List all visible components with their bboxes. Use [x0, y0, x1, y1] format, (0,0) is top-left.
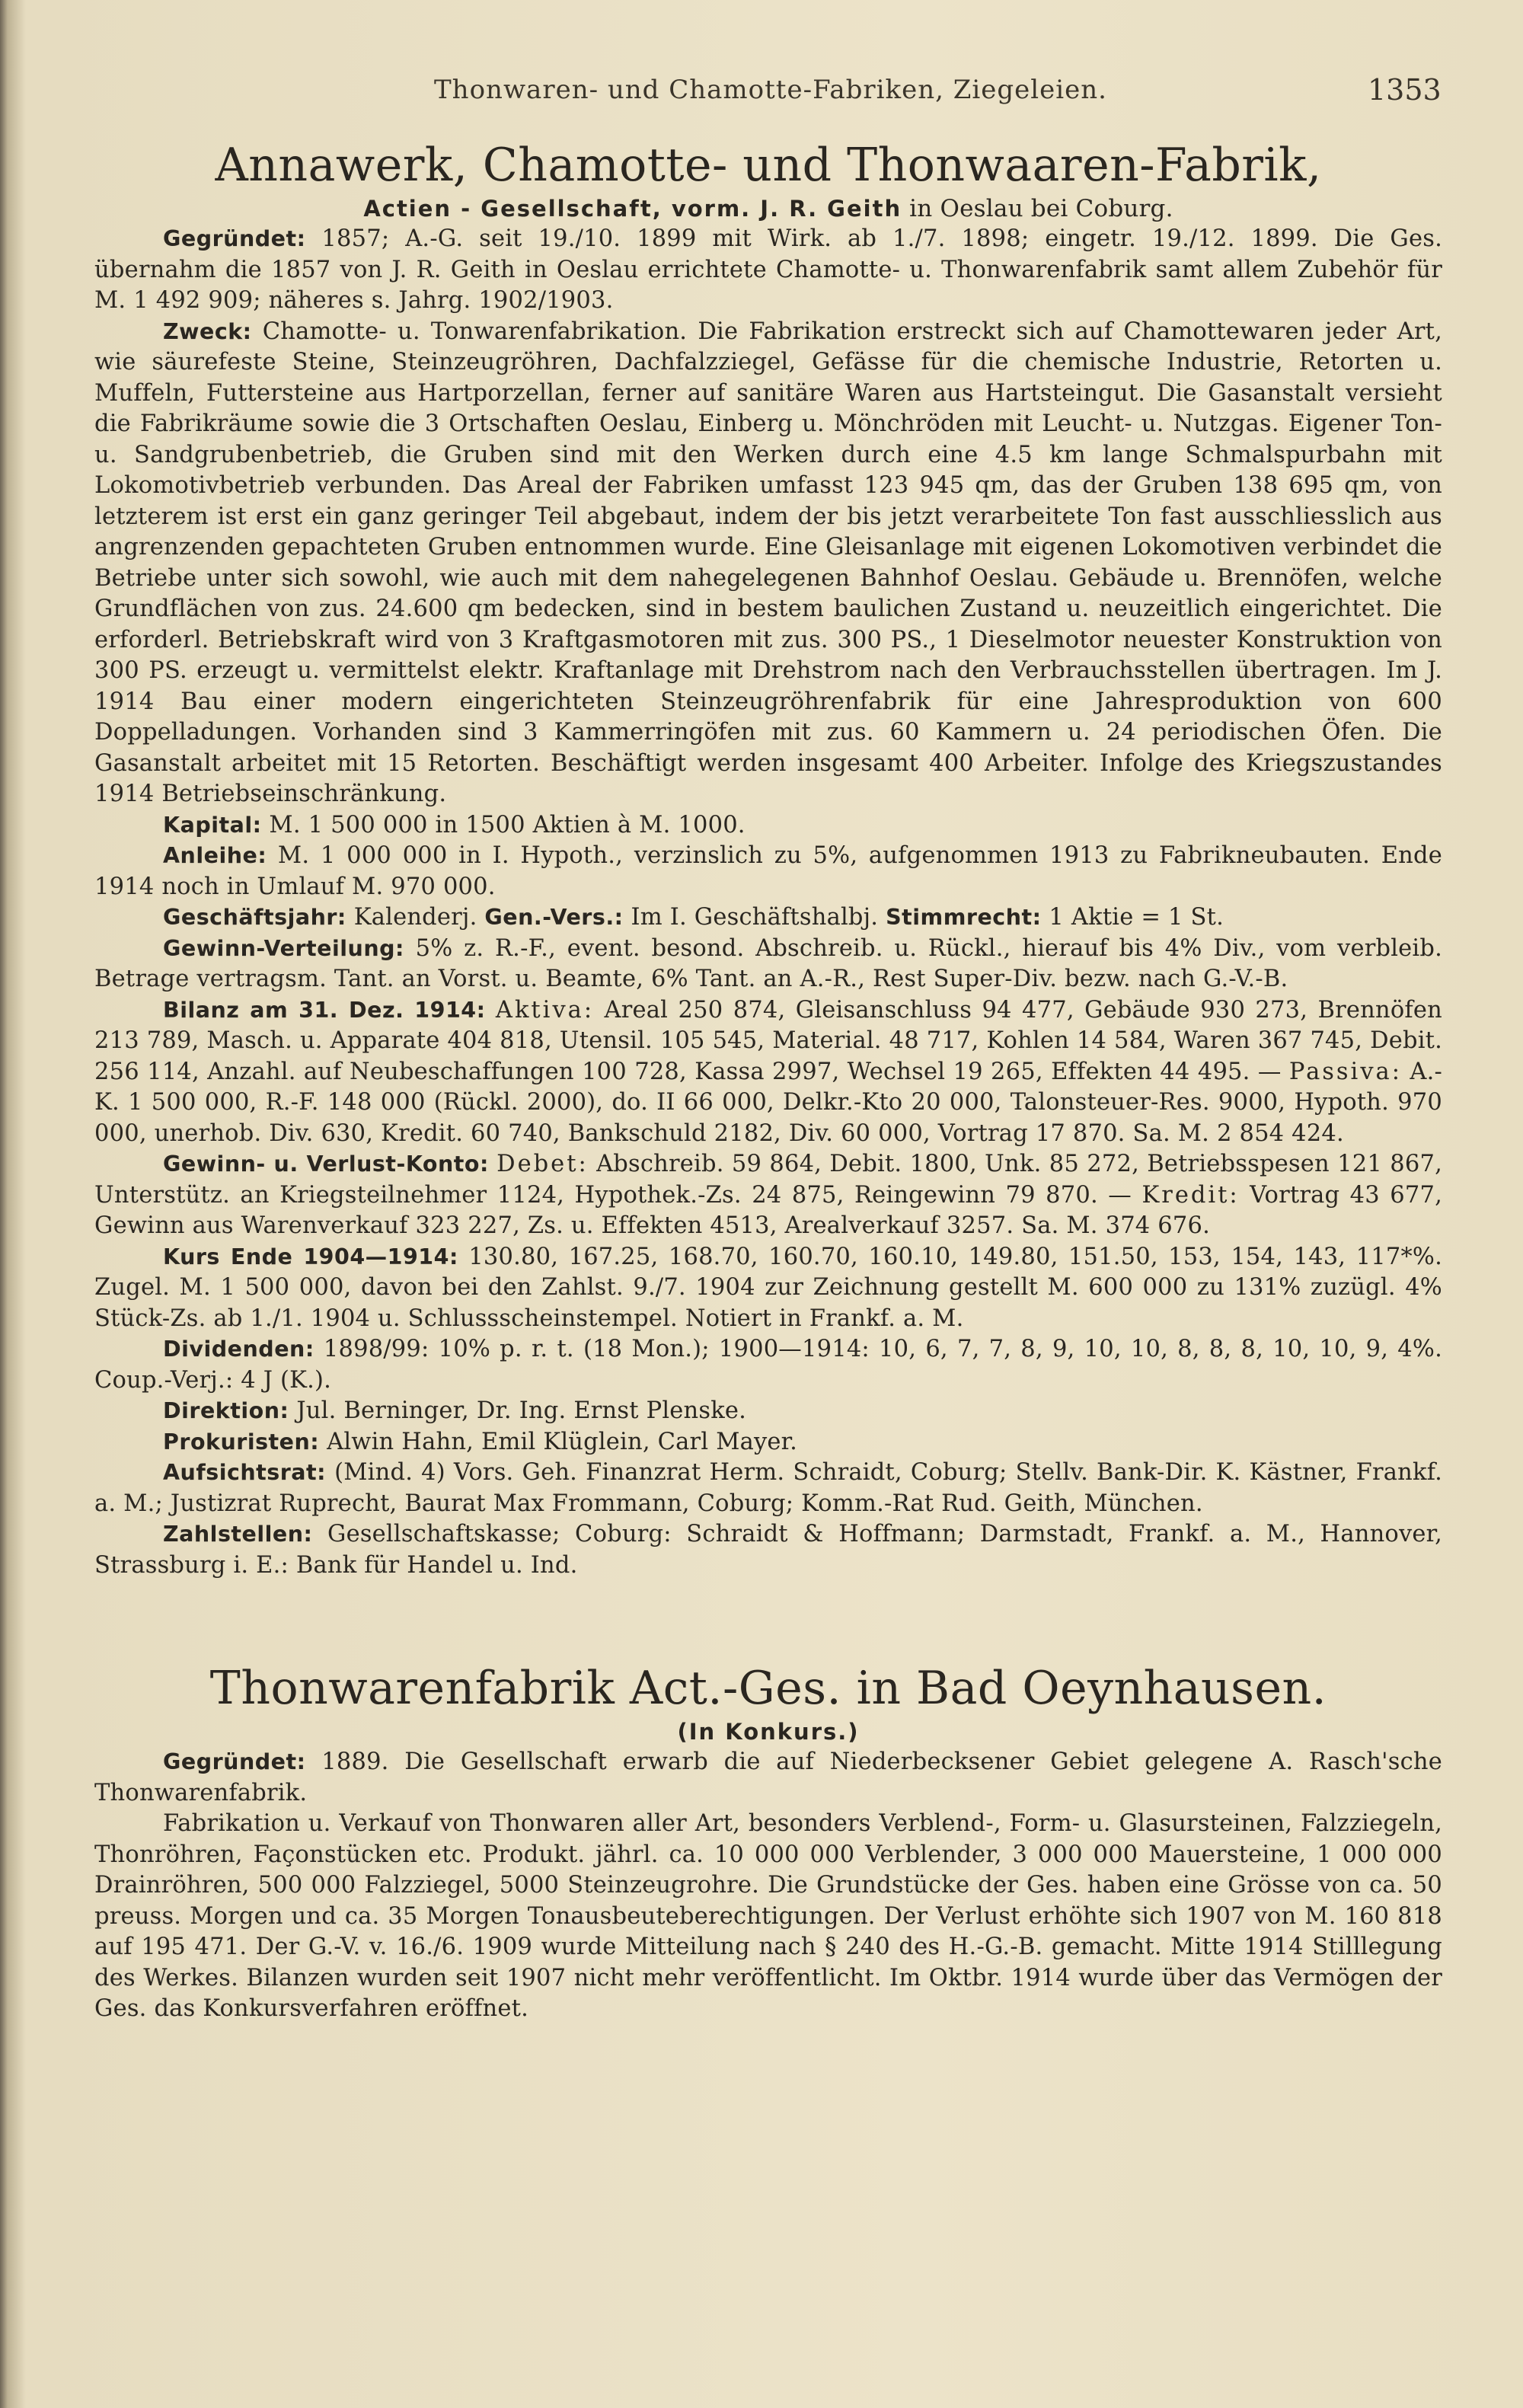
entry1-title: Annawerk, Chamotte- und Thonwaaren-Fabrik, [215, 139, 1322, 192]
kredit-text: Vortrag 43 677, Gewinn aus Warenverkauf 323 227, Zs. u. Effekten 4513, Arealverkauf 3257. Sa. M. 374 676. [94, 1181, 1443, 1239]
entry2-title: Thonwarenfabrik Act.-Ges. in Bad Oeynhausen. [209, 1662, 1327, 1715]
page-content [94, 122, 1442, 2025]
entry1-kurs [94, 1242, 1442, 1335]
kurs-text: 130.80, 167.25, 168.70, 160.70, 160.10, 149.80, 151.50, 153, 154, 143, 117*%. Zugel. M. 1 500 000, davon bei den Zahlst. 9./7. 1904 zur Zeichnung gestellt M. 600 000 zu 131% zuzügl. 4% Stück-Zs. ab 1./1. 1904 u. Schlussscheinstempel. Notiert in Frankf. a. M. [94, 1243, 1442, 1332]
kurs-label: Kurs Ende 1904—1914: [163, 1244, 458, 1269]
entry1-geschaeftsjahr [94, 902, 1442, 934]
debet-text: Abschreib. 59 864, Debit. 1800, Unk. 85 272, Betriebsspesen 121 867, Unterstütz. an Kriegsteilnehmer 1124, Hypothek.-Zs. 24 875, Reingewinn 79 870. — [94, 1151, 1442, 1209]
entry1-direktion [94, 1396, 1442, 1427]
kredit-label: Kredit: [1141, 1181, 1240, 1209]
debet-label: Debet: [496, 1151, 589, 1177]
entry2-gegruendet-label: Gegründet: [163, 1749, 306, 1774]
zahlstellen-text: Gesellschaftskasse; Coburg: Schraidt & Hoffmann; Darmstadt, Frankf. a. M., Hannover, Strassburg i. E.: Bank für Handel u. Ind. [94, 1521, 1442, 1579]
aufsichtsrat-label: Aufsichtsrat: [163, 1460, 327, 1485]
entry1-kapital [94, 810, 1442, 842]
gegruendet-label: Gegründet: [163, 226, 306, 251]
entry1-prokuristen [94, 1427, 1442, 1458]
entry1-zahlstellen [94, 1519, 1442, 1581]
stimmrecht-label: Stimmrecht: [886, 905, 1042, 930]
entry1-bilanz [94, 995, 1442, 1150]
anleihe-text: M. 1 000 000 in I. Hypoth., verzinslich zu 5%, aufgenommen 1913 zu Fabrikneubauten. Ende 1914 noch in Umlauf M. 970 000. [94, 842, 1442, 900]
entry1-zweck [94, 317, 1442, 810]
prokuristen-label: Prokuristen: [163, 1429, 320, 1455]
dividenden-text: 1898/99: 10% p. r. t. (18 Mon.); 1900—1914: 10, 6, 7, 7, 8, 9, 10, 10, 8, 8, 8, 10, 10, 9, 4%. Coup.-Verj.: 4 J (K.). [94, 1336, 1442, 1394]
zahlstellen-label: Zahlstellen: [163, 1522, 313, 1547]
zweck-label: Zweck: [163, 318, 252, 344]
gegruendet-text: 1857; A.-G. seit 19./10. 1899 mit Wirk. ab 1./7. 1898; eingetr. 19./12. 1899. Die Ges. übernahm die 1857 von J. R. Geith in Oeslau errichtete Chamotte- u. Thonwarenfabrik samt allem Zubehör für M. 1 492 909; näheres s. Jahrg. 1902/1903. [94, 225, 1442, 314]
stimmrecht-text: 1 Aktie = 1 St. [1049, 904, 1224, 931]
entry1-guv [94, 1149, 1442, 1242]
entry2-status-line [94, 1717, 1442, 1747]
gewinnverteilung-label: Gewinn-Verteilung: [163, 935, 404, 961]
entry1-dividenden [94, 1334, 1442, 1396]
prokuristen-text: Alwin Hahn, Emil Klüglein, Carl Mayer. [327, 1428, 798, 1455]
direktion-label: Direktion: [163, 1398, 289, 1423]
aufsichtsrat-text: (Mind. 4) Vors. Geh. Finanzrat Herm. Schraidt, Coburg; Stellv. Bank-Dir. K. Kästner, Frankf. a. M.; Justizrat Ruprecht, Baurat Max Frommann, Coburg; Komm.-Rat Rud. Geith, München. [94, 1459, 1442, 1517]
entry1-gewinnverteilung [94, 934, 1442, 995]
geschaeftsjahr-text: Kalenderj. [353, 904, 477, 931]
guv-label: Gewinn- u. Verlust-Konto: [163, 1151, 489, 1177]
entry2-gegruendet-text: 1889. Die Gesellschaft erwarb die auf Niederbecksener Gebiet gelegene A. Rasch'sche Thonwarenfabrik. [94, 1749, 1442, 1806]
page-number: 1353 [1368, 73, 1442, 107]
entry1-subtitle-bold: Actien - Gesellschaft, vorm. J. R. Geith [363, 196, 902, 222]
entry1-subtitle [94, 193, 1442, 224]
entry2-gegruendet [94, 1747, 1442, 1809]
entry2-status: (In Konkurs.) [677, 1719, 860, 1745]
entry2-fabrikation [94, 1809, 1442, 2025]
kapital-text: M. 1 500 000 in 1500 Aktien à M. 1000. [269, 811, 746, 838]
dividenden-label: Dividenden: [163, 1337, 314, 1362]
genvers-label: Gen.-Vers.: [484, 905, 624, 930]
gewinnverteilung-text: 5% z. R.-F., event. besond. Abschreib. u. Rückl., hierauf bis 4% Div., vom verbleib. Betrage vertragsm. Tant. an Vorst. u. Beamte, 6% Tant. an A.-R., Rest Super-Div. bezw. nach G.-V.-B. [94, 934, 1442, 992]
genvers-text: Im I. Geschäftshalbj. [631, 904, 879, 931]
passiva-text: A.-K. 1 500 000, R.-F. 148 000 (Rückl. 2000), do. II 66 000, Delkr.-Kto 20 000, Talonsteuer-Res. 9000, Hypoth. 970 000, unerhob. Div. 630, Kredit. 60 740, Bankschuld 2182, Div. 60 000, Vortrag 17 870. Sa. M. 2 854 424. [94, 1058, 1442, 1147]
anleihe-label: Anleihe: [163, 843, 267, 868]
entry1-aufsichtsrat [94, 1458, 1442, 1519]
passiva-label: Passiva: [1288, 1058, 1403, 1085]
entry1-subtitle-rest: in Oeslau bei Coburg. [909, 195, 1173, 222]
running-title: Thonwaren- und Chamotte-Fabriken, Ziegeleien. [434, 75, 1107, 105]
bilanz-label: Bilanz am 31. Dez. 1914: [163, 997, 486, 1023]
geschaeftsjahr-label: Geschäftsjahr: [163, 905, 346, 930]
aktiva-label: Aktiva: [495, 996, 595, 1024]
zweck-text: Chamotte- u. Tonwarenfabrikation. Die Fabrikation erstreckt sich auf Chamottewaren jeder Art, wie säurefeste Steine, Steinzeugröhren, Dachfalzziegel, Gefässe für die chemische Industrie, Retorten u. Muffeln, Futtersteine aus Hartporzellan, ferner auf sanitäre Waren aus Hartsteingut. Die Gasanstalt versieht die Fabrikräume sowie die 3 Ortschaften Oeslau, Einberg u. Mönchröden mit Leucht- u. Nutzgas. Eigener Ton- u. Sandgrubenbetrieb, die Gruben sind mit den Werken durch eine 4.5 km lange Schmalspurbahn mit Lokomotivbetrieb verbunden. Das Areal der Fabriken umfasst 123 945 qm, das der Gruben 138 695 qm, von letzterem ist erst ein ganz geringer Teil abgebaut, indem der bis jetzt verarbeitete Ton fast ausschliesslich aus angrenzenden gepachteten Gruben entnommen wurde. Eine Gleisanlage mit eigenen Lokomotiven verbindet die Betriebe unter sich sowohl, wie auch mit dem nahegelegenen Bahnhof Oeslau. Gebäude u. Brennöfen, welche Grundflächen von zus. 24.600 qm bedecken, sind in bestem baulichen Zustand u. neuzeitlich eingerichtet. Die erforderl. Betriebskraft wird von 3 Kraftgasmotoren mit zus. 300 PS., 1 Dieselmotor neuester Konstruktion von 300 PS. erzeugt u. vermittelst elektr. Kraftanlage mit Drehstrom nach den Verbrauchsstellen übertragen. Im J. 1914 Bau einer modern eingerichteten Steinzeugröhrenfabrik für eine Jahresproduktion von 600 Doppelladungen. Vorhanden sind 3 Kammerringöfen mit zus. 60 Kammern u. 24 periodischen Öfen. Die Gasanstalt arbeitet mit 15 Retorten. Beschäftigt werden insgesamt 400 Arbeiter. Infolge des Kriegszustandes 1914 Betriebseinschränkung. [94, 318, 1442, 807]
entry2-fabrikation-text: Fabrikation u. Verkauf von Thonwaren aller Art, besonders Verblend-, Form- u. Glasursteinen, Falzziegeln, Thonröhren, Façonstücken etc. Produkt. jährl. ca. 10 000 000 Verblender, 3 000 000 Mauersteine, 1 000 000 Drainröhren, 500 000 Falzziegel, 5000 Steinzeugrohre. Die Grundstücke der Ges. haben eine Grösse von ca. 50 preuss. Morgen und ca. 35 Morgen Tonausbeuteberechtigungen. Der Verlust erhöhte sich 1907 von M. 160 818 auf 195 471. Der G.-V. v. 16./6. 1909 wurde Mitteilung nach § 240 des H.-G.-B. gemacht. Mitte 1914 Stilllegung des Werkes. Bilanzen wurden seit 1907 nicht mehr veröffentlicht. Im Oktbr. 1914 wurde über das Vermögen der Ges. das Konkursverfahren eröffnet. [94, 1810, 1442, 2022]
kapital-label: Kapital: [163, 812, 262, 838]
entry1-anleihe [94, 841, 1442, 902]
aktiva-text: Areal 250 874, Gleisanschluss 94 477, Gebäude 930 273, Brennöfen 213 789, Masch. u. Apparate 404 818, Utensil. 105 545, Material. 48 717, Kohlen 14 584, Waren 367 745, Debit. 256 114, Anzahl. auf Neubeschaffungen 100 728, Kassa 2997, Wechsel 19 265, Effekten 44 495. — [94, 996, 1442, 1085]
entry1-gegruendet [94, 224, 1442, 317]
direktion-text: Jul. Berninger, Dr. Ing. Ernst Plenske. [296, 1397, 747, 1424]
